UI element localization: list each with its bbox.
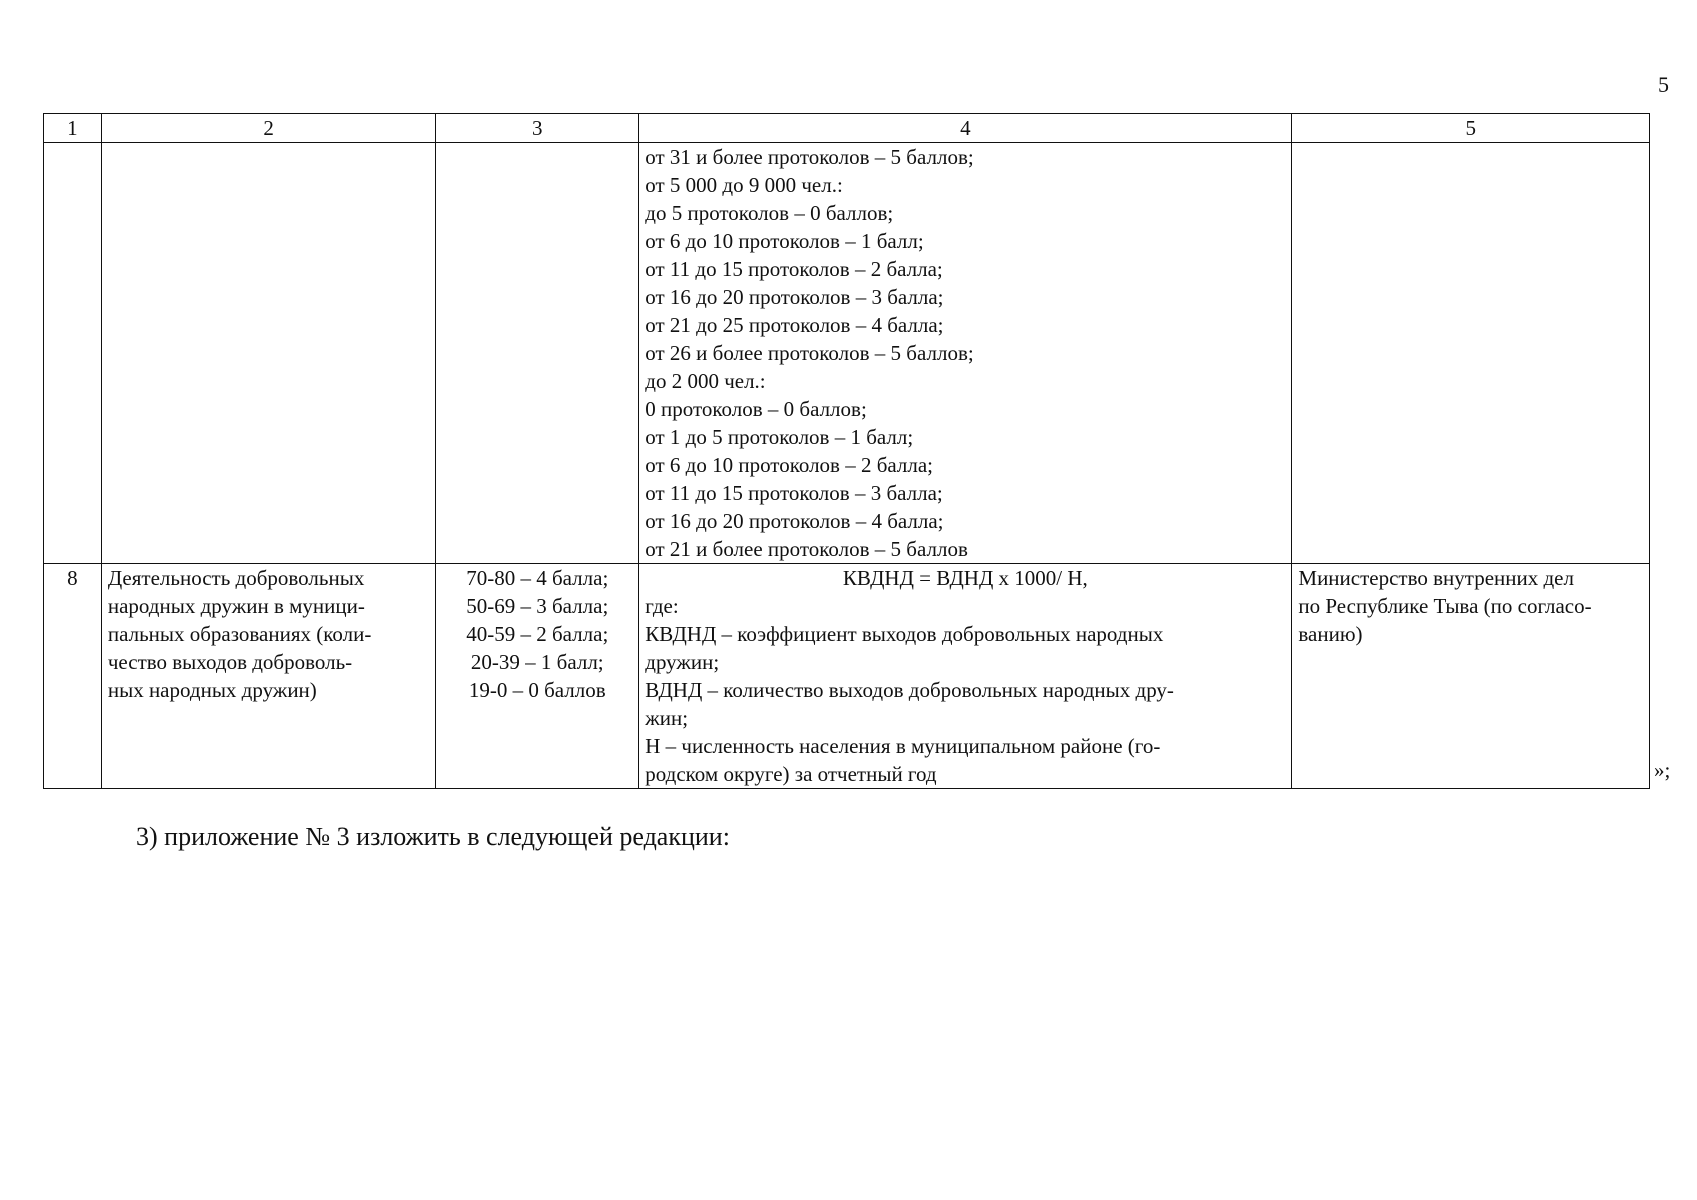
header-cell-4: 4 xyxy=(639,114,1292,143)
header-cell-1: 1 xyxy=(44,114,102,143)
method-line: от 26 и более протоколов – 5 баллов; xyxy=(645,341,974,365)
table-row-8 xyxy=(44,564,1650,789)
indicator-line: пальных образованиях (коли- xyxy=(107,622,372,646)
method-line: от 16 до 20 протоколов – 3 балла; xyxy=(645,285,944,309)
method-line: от 21 до 25 протоколов – 4 балла; xyxy=(645,313,944,337)
method-line: до 2 000 чел.: xyxy=(645,369,766,393)
header-cell-5: 5 xyxy=(1292,114,1650,143)
cell-row8-num: 8 xyxy=(44,564,102,789)
scale-line: 70-80 – 4 балла; xyxy=(466,566,609,590)
method-line: дружин; xyxy=(645,650,720,674)
method-line: от 1 до 5 протоколов – 1 балл; xyxy=(645,425,914,449)
cell-continuation-scale xyxy=(436,143,639,564)
closing-quote: »; xyxy=(1654,758,1671,782)
method-line: жин; xyxy=(645,706,689,730)
method-line: от 31 и более протоколов – 5 баллов; xyxy=(645,145,974,169)
page-number: 5 xyxy=(1658,72,1669,97)
criteria-table xyxy=(43,113,1650,789)
formula: КВДНД = ВДНД х 1000/ Н, xyxy=(842,566,1088,590)
method-line: ВДНД – количество выходов добровольных народных дру- xyxy=(645,678,1174,702)
indicator-line: ных народных дружин) xyxy=(107,678,317,702)
method-line: от 21 и более протоколов – 5 баллов xyxy=(645,537,968,561)
method-line: 0 протоколов – 0 баллов; xyxy=(645,397,867,421)
method-line: от 6 до 10 протоколов – 1 балл; xyxy=(645,229,924,253)
method-line: Н – численность населения в муниципальном районе (го- xyxy=(645,734,1161,758)
cell-continuation-num xyxy=(44,143,102,564)
method-line: от 5 000 до 9 000 чел.: xyxy=(645,173,843,197)
indicator-line: Деятельность добровольных xyxy=(107,566,365,590)
cell-continuation-responsible xyxy=(1292,143,1650,564)
table-header-row xyxy=(44,114,1650,143)
method-line: родском округе) за отчетный год xyxy=(645,762,937,786)
method-line: до 5 протоколов – 0 баллов; xyxy=(645,201,894,225)
method-line: от 16 до 20 протоколов – 4 балла; xyxy=(645,509,944,533)
header-cell-3: 3 xyxy=(436,114,639,143)
method-line: от 11 до 15 протоколов – 2 балла; xyxy=(645,257,943,281)
header-cell-2: 2 xyxy=(101,114,435,143)
scale-line: 20-39 – 1 балл; xyxy=(470,650,604,674)
scale-line: 50-69 – 3 балла; xyxy=(466,594,609,618)
instruction-paragraph: 3) приложение № 3 изложить в следующей редакции: xyxy=(136,822,730,851)
indicator-line: народных дружин в муници- xyxy=(107,594,365,618)
responsible-line: по Республике Тыва (по согласо- xyxy=(1298,594,1592,618)
responsible-line: ванию) xyxy=(1298,622,1363,646)
scale-line: 19-0 – 0 баллов xyxy=(468,678,606,702)
indicator-line: чество выходов доброволь- xyxy=(107,650,353,674)
method-line: КВДНД – коэффициент выходов добровольных народных xyxy=(645,622,1164,646)
cell-row8-indicator xyxy=(101,564,435,789)
method-line: от 6 до 10 протоколов – 2 балла; xyxy=(645,453,934,477)
method-line: где: xyxy=(645,594,679,618)
cell-row8-scale xyxy=(436,564,639,789)
method-line: от 11 до 15 протоколов – 3 балла; xyxy=(645,481,943,505)
cell-continuation-indicator xyxy=(101,143,435,564)
scale-line: 40-59 – 2 балла; xyxy=(466,622,609,646)
cell-continuation-method xyxy=(639,143,1292,564)
cell-row8-responsible xyxy=(1292,564,1650,789)
table-row-continuation xyxy=(44,143,1650,564)
responsible-line: Министерство внутренних дел xyxy=(1298,566,1574,590)
cell-row8-method xyxy=(639,564,1292,789)
